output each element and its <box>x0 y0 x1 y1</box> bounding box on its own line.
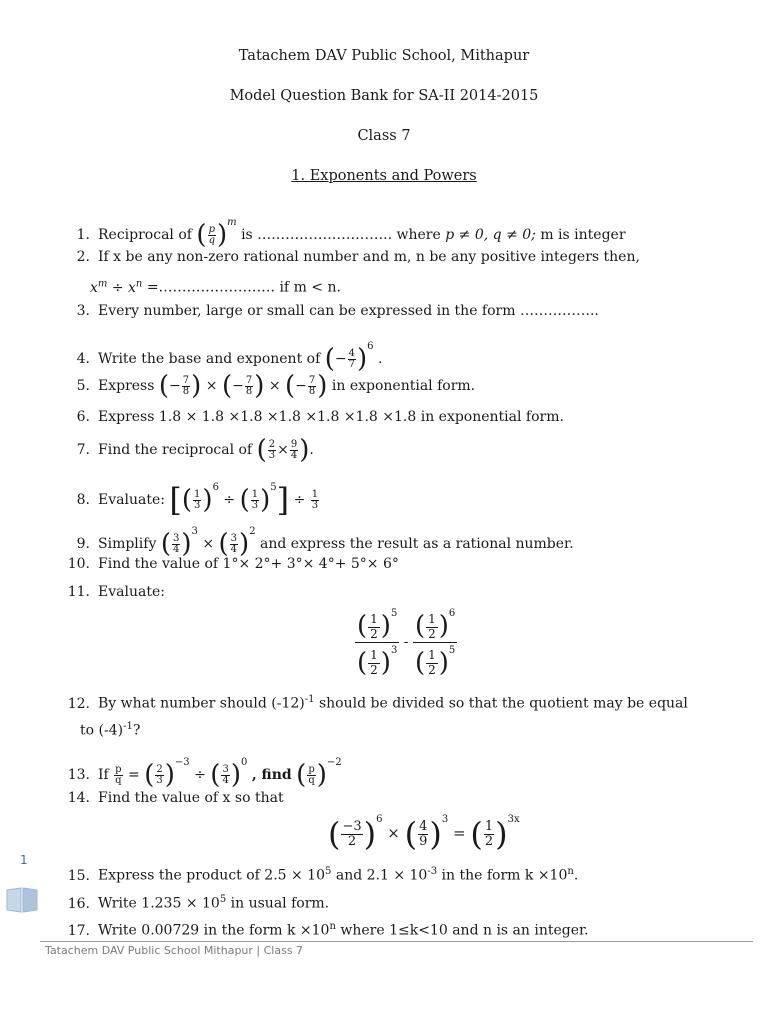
question-15: 15. Express the product of $2.5 \times 10^5$ and $2.1 \times 10^{-3}$ in the form $k \times 10^n$. <box>67 866 579 884</box>
question-11: 11. Evaluate: <box>67 584 165 600</box>
question-12-continued: to $(-4)^{-1}$? <box>80 721 141 739</box>
chapter-heading: 1. Exponents and Powers <box>291 168 477 184</box>
question-10: 10. Find the value of 1°× 2°+ 3°× 4°+ 5°× 6° <box>67 556 399 572</box>
question-1: 1. Reciprocal of ( $\frac{p}{q}$ )$^m$ is ……………………….. where p ≠ 0, q ≠ 0; m is integer <box>76 217 626 250</box>
page-footer: Tatachem DAV Public School Mithapur | Class 7 <box>45 944 304 957</box>
question-4: 4. Write the base and exponent of (− $\frac{4}{7}$ )$^6$ . <box>76 341 383 374</box>
footer-divider <box>40 941 753 942</box>
school-title: Tatachem DAV Public School, Mithapur <box>238 48 530 64</box>
question-2: 2. If x be any non-zero rational number and m, n be any positive integers then, <box>76 249 640 265</box>
question-2-continued: $x^m \div x^n$ =……………………. if m < n. <box>90 278 341 296</box>
question-14: 14. Find the value of x so that <box>67 790 284 806</box>
class-label: Class 7 <box>357 128 411 144</box>
question-11-expression: ( $\frac{1}{2}$ )$^5$ ( $\frac{1}{2}$ )$^3$ - ( $\frac{1}{2}$ )$^6$ ( $\frac{1}{2}$ )$^5$ <box>357 608 456 678</box>
question-8: 8. Evaluate: [( $\frac{1}{3}$ )$^6$ ÷ ( $\frac{1}{3}$ )$^5$] ÷ $\frac{1}{3}$ <box>76 481 319 519</box>
page-number: 1 <box>20 853 28 867</box>
question-17: 17. Write 0.00729 in the form $k \times 10^n$ where 1≤k<10 and n is an integer. <box>67 921 589 939</box>
question-12: 12. By what number should $(-12)^{-1}$ should be divided so that the quotient may be equal <box>67 694 688 712</box>
document-title: Model Question Bank for SA-II 2014-2015 <box>229 88 539 104</box>
booklet-icon <box>5 886 39 914</box>
question-7: 7. Find the reciprocal of ( $\frac{2}{3}$ × $\frac{9}{4}$ ). <box>76 435 314 465</box>
question-5: 5. Express (− $\frac{7}{8}$ ) × (− $\frac{7}{8}$ ) × (− $\frac{7}{8}$ ) in exponential form. <box>76 371 476 401</box>
question-13: 13. If $\frac{p}{q}$ = ( $\frac{2}{3}$ )$^{-3}$ ÷ ( $\frac{3}{4}$ )$^0$ , find ( $\frac{p}{q}$ )$^{-2}$ <box>67 757 342 790</box>
question-16: 16. Write $1.235 \times 10^5$ in usual form. <box>67 894 330 912</box>
question-3: 3. Every number, large or small can be expressed in the form …………….. <box>76 303 599 319</box>
question-14-equation: ( $\frac{-3}{2}$ )$^6$ × ( $\frac{4}{9}$ )$^3$ = ( $\frac{1}{2}$ )$^{3x}$ <box>328 814 520 853</box>
question-6: 6. Express 1.8 × 1.8 ×1.8 ×1.8 ×1.8 ×1.8 ×1.8 in exponential form. <box>76 409 564 425</box>
question-9: 9. Simplify ( $\frac{3}{4}$ )$^3$ × ( $\frac{3}{4}$ )$^2$ and express the result as a rational number. <box>76 526 574 559</box>
